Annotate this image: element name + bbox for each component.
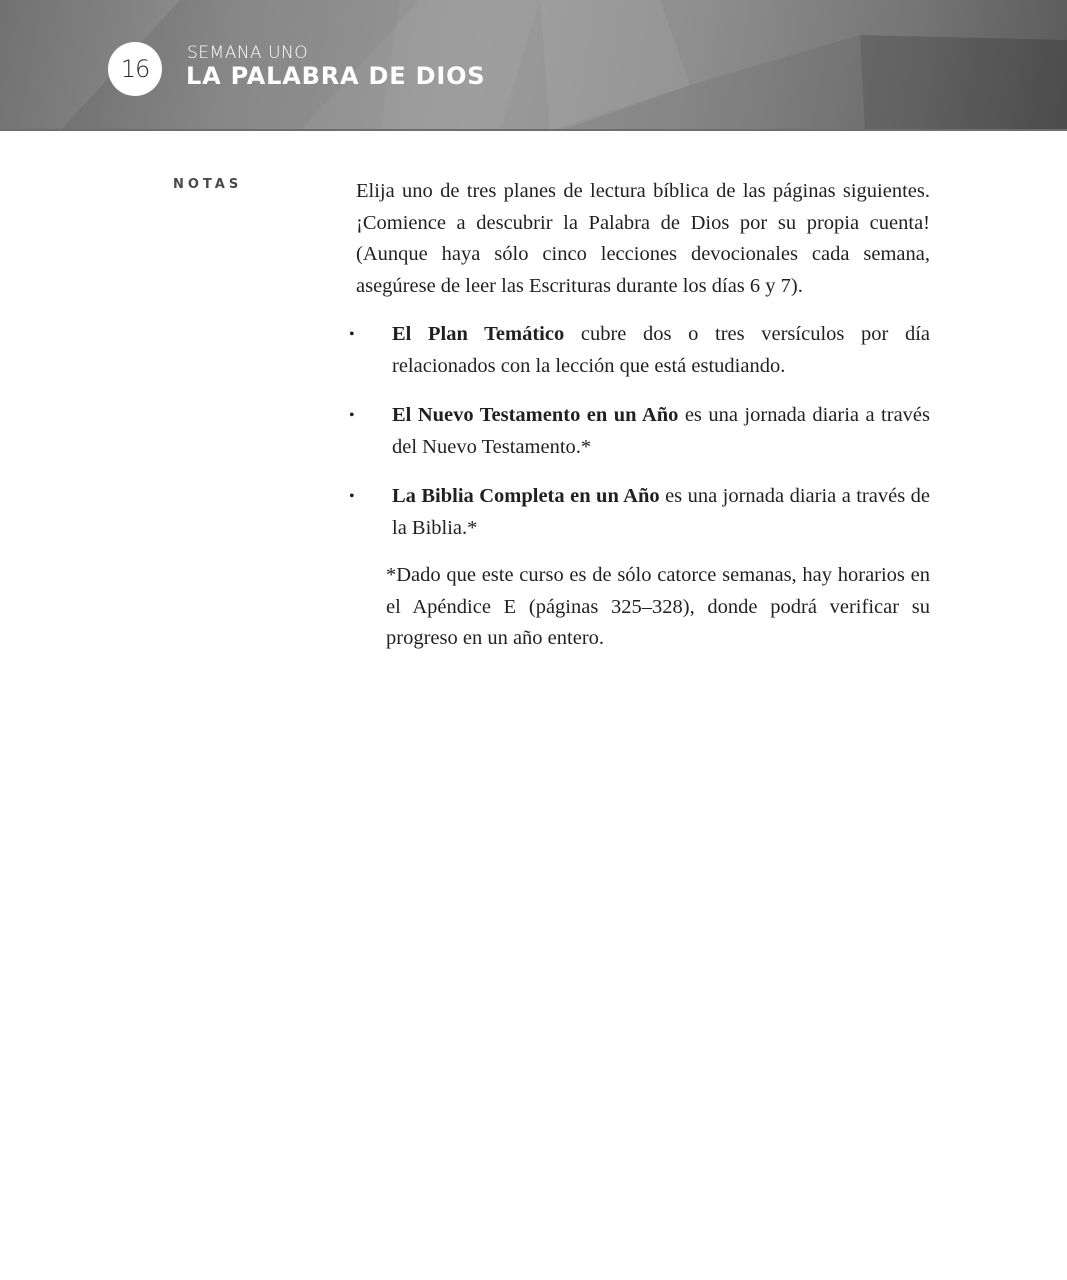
reading-plans-list: [349, 319, 931, 544]
plan-description: cubre dos o tres versículos por día relacionados con la lección que está estudiando.: [392, 323, 931, 377]
chapter-title: LA PALABRA DE DIOS: [186, 62, 486, 90]
week-label: SEMANA UNO: [187, 43, 309, 63]
plan-name: La Biblia Completa en un Año: [392, 485, 660, 507]
intro-paragraph: Elija uno de tres planes de lectura bíblica de las páginas siguientes. ¡Comience a descubrir la Palabra de Dios por su propia cuenta! (Aunque haya sólo cinco lecciones devocionales cada semana, asegúrese de leer las Escrituras durante los días 6 y 7).: [356, 180, 930, 297]
bullet-icon: •: [349, 407, 355, 424]
notes-label: NOTAS: [173, 177, 243, 192]
list-item-plan-biblia-completa: [349, 481, 930, 544]
plan-name: El Nuevo Testamento en un Año: [392, 404, 679, 426]
plan-name: El Plan Temático: [392, 323, 565, 345]
list-item-plan-nuevo-testamento: [349, 400, 931, 463]
chapter-header-banner: [0, 0, 1067, 131]
main-content: [349, 176, 931, 655]
header-divider: [0, 129, 1067, 131]
bullet-icon: •: [349, 326, 355, 343]
list-item-plan-tematico: [349, 319, 931, 382]
page-number-badge: 16: [108, 42, 162, 96]
footnote: *Dado que este curso es de sólo catorce semanas, hay horarios en el Apéndice E (páginas 325–328), donde podrá verificar su progreso en un año entero.: [386, 564, 930, 649]
plan-description: es una jornada diaria a través de la Biblia.*: [392, 485, 930, 539]
plan-description: es una jornada diaria a través del Nuevo Testamento.*: [392, 404, 931, 458]
bullet-icon: •: [349, 488, 355, 505]
